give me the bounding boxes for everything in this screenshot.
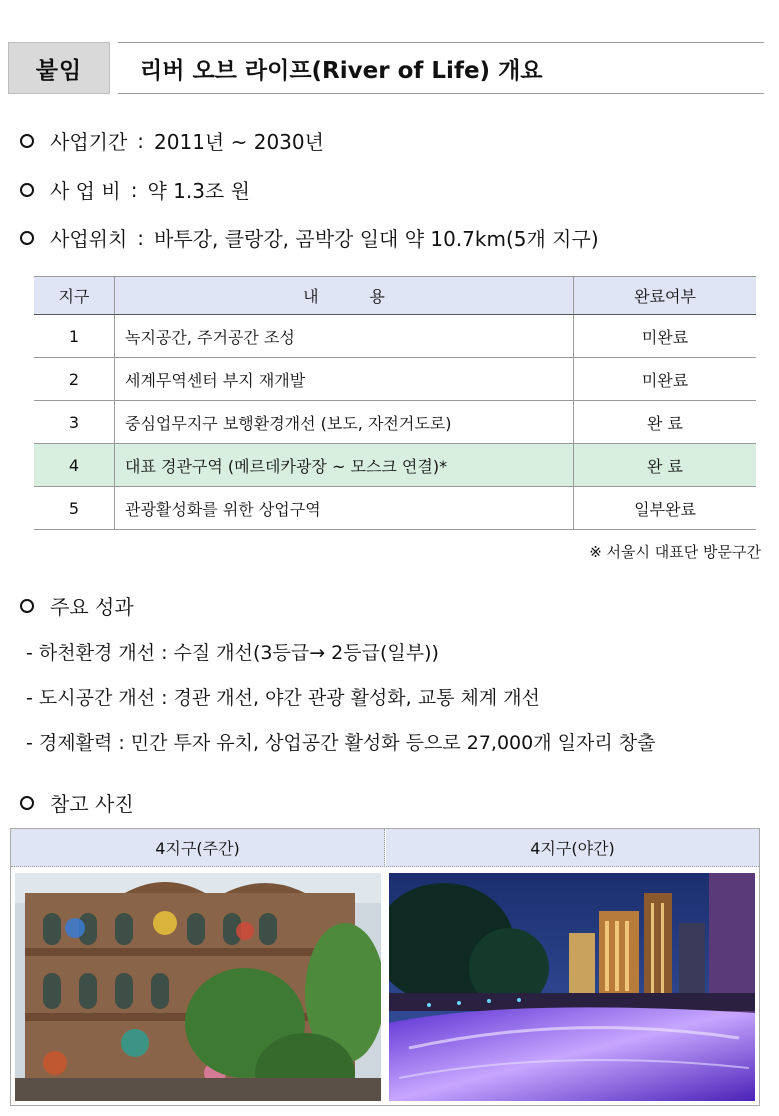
row-content: 중심업무지구 보행환경개선 (보도, 자전거도로) [115,401,574,444]
col-header-district: 지구 [34,277,115,315]
overview-period-value: 2011년 ~ 2030년 [154,130,324,154]
page-title: 리버 오브 라이프(River of Life) 개요 [118,42,764,94]
table-row [34,487,756,530]
document-header [8,42,764,94]
row-status: 완 료 [574,401,757,444]
row-content: 대표 경관구역 (메르데카광장 ~ 모스크 연결)* [115,444,574,487]
district-table [34,276,756,530]
photos-heading [20,788,134,817]
table-row [34,315,756,358]
circle-bullet-icon [20,231,34,245]
results-title: 주요 성과 [50,595,134,619]
col-header-content: 내 용 [115,277,574,315]
circle-bullet-icon [20,183,34,197]
photo-label-day: 4지구(주간) [11,829,385,867]
overview-period: 사업기간 : 2011년 ~ 2030년 [20,126,324,155]
table-row-highlighted [34,444,756,487]
result-item: - 경제활력 : 민간 투자 유치, 상업공간 활성화 등으로 27,000개 일자리 창출 [26,732,656,754]
row-num: 5 [34,487,115,530]
row-num: 4 [34,444,115,487]
photo-day [15,873,381,1101]
table-row [34,358,756,401]
row-status: 미완료 [574,358,757,401]
row-status: 미완료 [574,315,757,358]
row-num: 3 [34,401,115,444]
result-item: - 도시공간 개선 : 경관 개선, 야간 관광 활성화, 교통 체계 개선 [26,687,540,709]
row-num: 2 [34,358,115,401]
attachment-tag: 붙임 [8,42,110,94]
row-content: 녹지공간, 주거공간 조성 [115,315,574,358]
overview-location-value: 바투강, 클랑강, 곰박강 일대 약 10.7km(5개 지구) [154,227,599,251]
row-status: 일부완료 [574,487,757,530]
row-content: 세계무역센터 부지 재개발 [115,358,574,401]
photo-panel [10,828,760,1106]
overview-budget-value: 약 1.3조 원 [147,179,250,203]
circle-bullet-icon [20,599,34,613]
overview-location: 사업위치 : 바투강, 클랑강, 곰박강 일대 약 10.7km(5개 지구) [20,223,599,252]
circle-bullet-icon [20,134,34,148]
overview-budget-label: 사 업 비 [50,179,121,203]
overview-period-label: 사업기간 [50,130,128,154]
result-item: - 하천환경 개선 : 수질 개선(3등급→ 2등급(일부)) [26,642,439,664]
photos-title: 참고 사진 [50,792,134,816]
photo-night [389,873,755,1101]
row-content: 관광활성화를 위한 상업구역 [115,487,574,530]
overview-budget: 사 업 비 : 약 1.3조 원 [20,175,250,204]
table-row [34,401,756,444]
row-num: 1 [34,315,115,358]
table-note: ※ 서울시 대표단 방문구간 [589,543,761,561]
col-header-status: 완료여부 [574,277,757,315]
circle-bullet-icon [20,796,34,810]
table-header-row [34,277,756,315]
photo-label-night: 4지구(야간) [386,829,759,867]
results-heading [20,591,134,620]
overview-location-label: 사업위치 [50,227,128,251]
row-status: 완 료 [574,444,757,487]
